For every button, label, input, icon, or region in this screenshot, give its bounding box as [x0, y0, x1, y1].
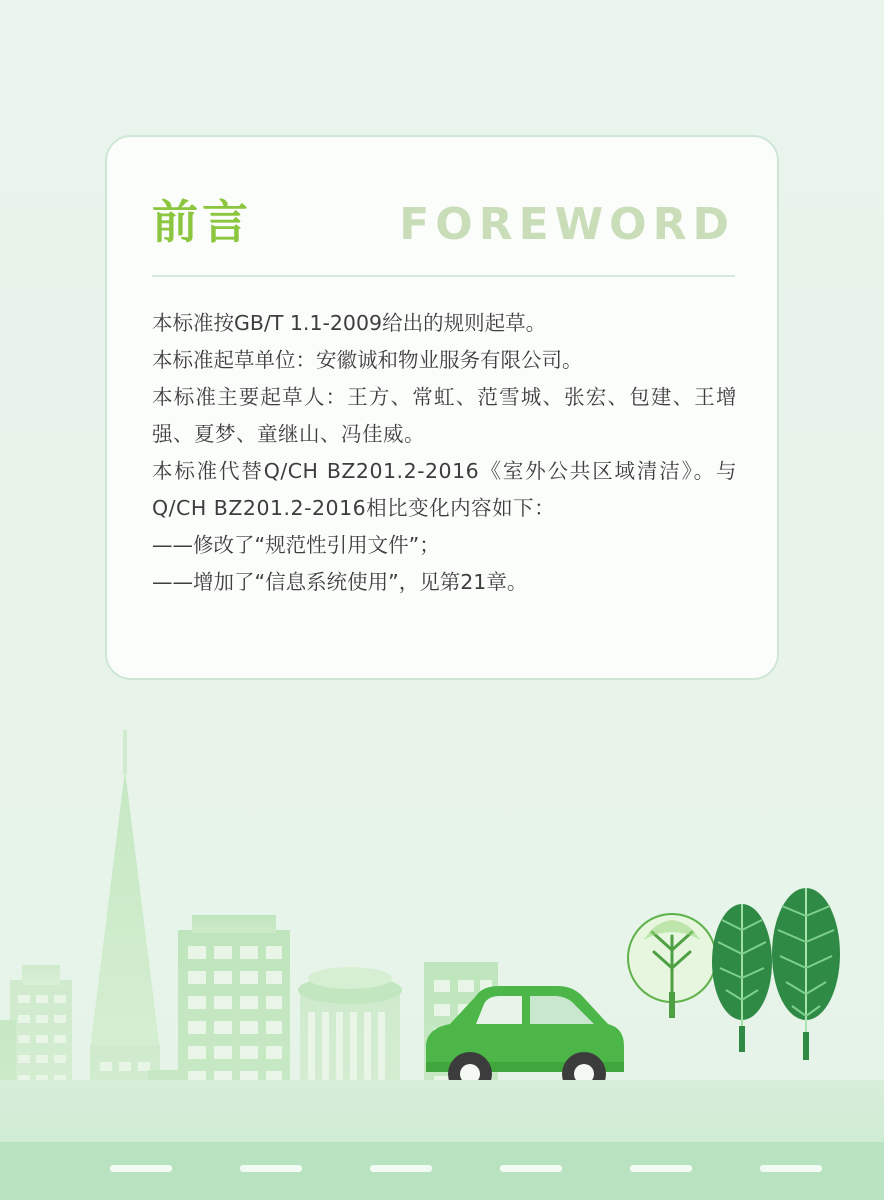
- paragraph-1: 本标准按GB/T 1.1-2009给出的规则起草。: [152, 311, 547, 335]
- road-dash: [240, 1165, 302, 1172]
- road-dash: [630, 1165, 692, 1172]
- page-title-chinese: 前言: [152, 195, 252, 249]
- card-header: [107, 137, 777, 277]
- header-divider: [152, 275, 735, 277]
- tree-tallest: [772, 888, 840, 1060]
- road-dash: [370, 1165, 432, 1172]
- foreword-body: [152, 305, 737, 601]
- paragraph-3: 本标准主要起草人：王方、常虹、范雪城、张宏、包建、王增强、夏梦、童继山、冯佳威。: [152, 385, 737, 446]
- road-strip: [0, 1142, 884, 1200]
- tree-tall-dark: [712, 904, 772, 1052]
- page-title-english: FOREWORD: [399, 199, 735, 250]
- paragraph-4: 本标准代替Q/CH BZ201.2-2016《室外公共区域清洁》。与Q/CH BZ201.2-2016相比变化内容如下：: [152, 459, 737, 520]
- paragraph-6: ——增加了“信息系统使用”，见第21章。: [152, 570, 528, 594]
- city-illustration: [0, 690, 884, 1200]
- foreword-card: [105, 135, 779, 680]
- road-dash: [110, 1165, 172, 1172]
- road-dash: [760, 1165, 822, 1172]
- road-dash: [500, 1165, 562, 1172]
- paragraph-5: ——修改了“规范性引用文件”；: [152, 533, 440, 557]
- paragraph-2: 本标准起草单位：安徽诚和物业服务有限公司。: [152, 348, 583, 372]
